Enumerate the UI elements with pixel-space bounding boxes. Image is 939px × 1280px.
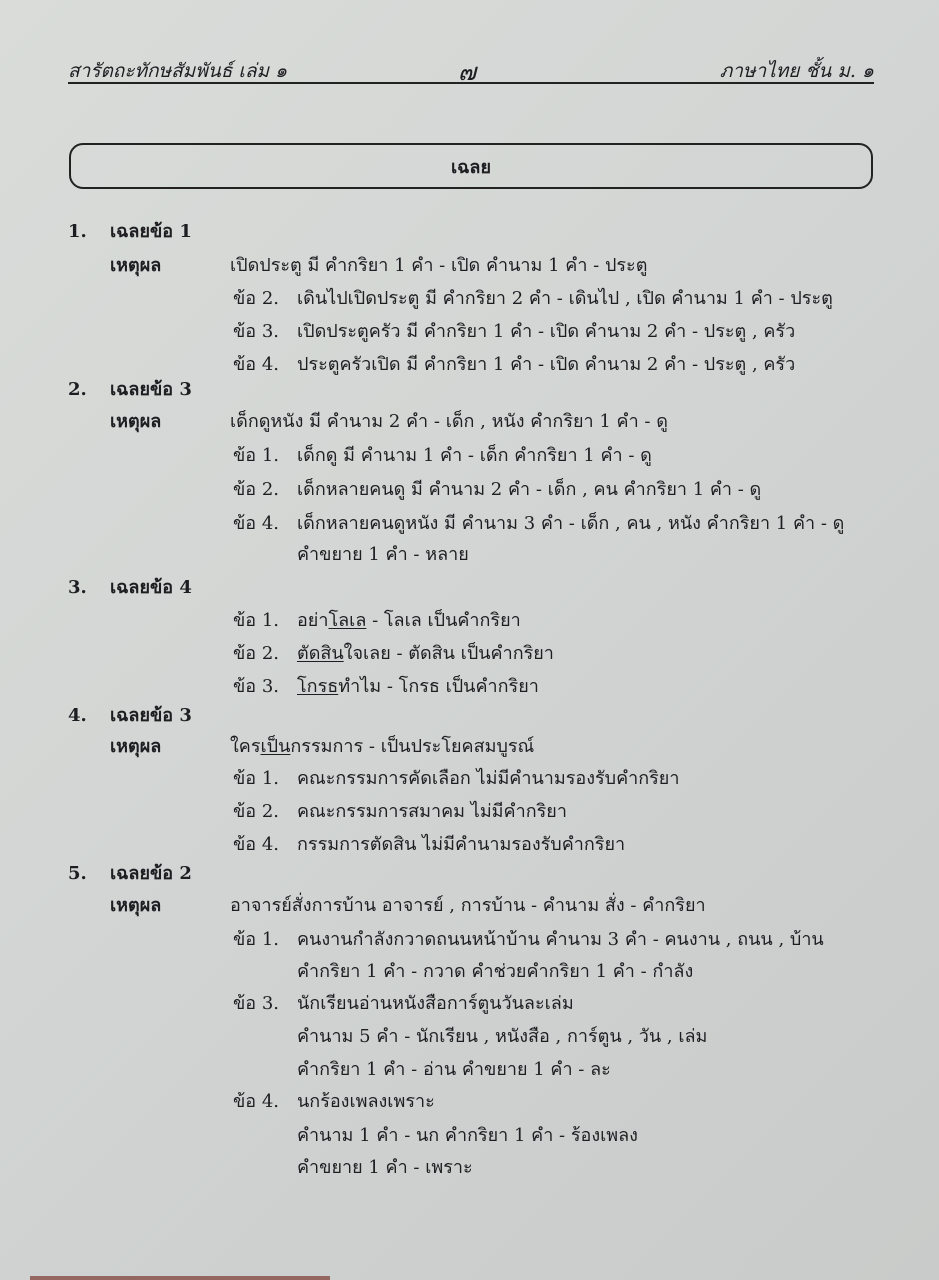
choice-continuation: คำนาม 5 คำ - นักเรียน , หนังสือ , การ์ตูน , วัน , เล่ม [297, 1026, 708, 1047]
choice-label: ข้อ 1. [233, 768, 280, 789]
choice-label: ข้อ 4. [233, 834, 280, 855]
choice-continuation: คำกริยา 1 คำ - กวาด คำช่วยคำกริยา 1 คำ - กำลัง [297, 961, 694, 982]
reason-text: เด็กดูหนัง มี คำนาม 2 คำ - เด็ก , หนัง คำกริยา 1 คำ - ดู [230, 411, 668, 432]
choice-label: ข้อ 2. [233, 288, 280, 309]
choice-label: ข้อ 2. [233, 801, 280, 822]
question-number: 2. [68, 379, 87, 400]
question-answer: เฉลยข้อ 1 [110, 221, 192, 242]
choice-text: เดินไปเปิดประตู มี คำกริยา 2 คำ - เดินไป , เปิด คำนาม 1 คำ - ประตู [297, 288, 833, 309]
choice-text: เปิดประตูครัว มี คำกริยา 1 คำ - เปิด คำนาม 2 คำ - ประตู , ครัว [297, 321, 796, 342]
choice-text: นักเรียนอ่านหนังสือการ์ตูนวันละเล่ม [297, 993, 574, 1014]
choice-text: โกรธทำไม - โกรธ เป็นคำกริยา [297, 676, 539, 697]
underlined-word: โกรธ [297, 676, 339, 697]
choice-continuation: คำนาม 1 คำ - นก คำกริยา 1 คำ - ร้องเพลง [297, 1125, 638, 1146]
question-answer: เฉลยข้อ 2 [110, 863, 192, 884]
underlined-word: ตัดสิน [297, 643, 344, 664]
reason-text: อาจารย์สั่งการบ้าน อาจารย์ , การบ้าน - คำนาม สั่ง - คำกริยา [230, 895, 706, 916]
question-answer: เฉลยข้อ 3 [110, 705, 192, 726]
reason-label: เหตุผล [110, 411, 162, 432]
choice-label: ข้อ 1. [233, 610, 280, 631]
question-number: 1. [68, 221, 87, 242]
choice-label: ข้อ 2. [233, 643, 280, 664]
page-number: ๗ [458, 58, 477, 86]
question-number: 4. [68, 705, 87, 726]
subject-grade: ภาษาไทย ชั้น ม. ๑ [719, 60, 874, 82]
choice-continuation: คำกริยา 1 คำ - อ่าน คำขยาย 1 คำ - ละ [297, 1059, 611, 1080]
answer-key-title: เฉลย [451, 156, 491, 178]
choice-text: กรรมการตัดสิน ไม่มีคำนามรองรับคำกริยา [297, 834, 626, 855]
book-title: สารัตถะทักษสัมพันธ์ เล่ม ๑ [68, 60, 288, 82]
question-number: 5. [68, 863, 87, 884]
choice-label: ข้อ 2. [233, 479, 280, 500]
choice-label: ข้อ 1. [233, 445, 280, 466]
choice-text: นกร้องเพลงเพราะ [297, 1091, 435, 1112]
reason-text: เปิดประตู มี คำกริยา 1 คำ - เปิด คำนาม 1 คำ - ประตู [230, 255, 648, 276]
reason-text: ใครเป็นกรรมการ - เป็นประโยคสมบูรณ์ [230, 736, 535, 757]
underlined-word: เป็น [260, 736, 291, 757]
page-header [68, 56, 874, 84]
choice-text: เด็กดู มี คำนาม 1 คำ - เด็ก คำกริยา 1 คำ - ดู [297, 445, 652, 466]
answer-key-title-box [69, 143, 873, 189]
underlined-word: โลเล [328, 610, 367, 631]
question-number: 3. [68, 577, 87, 598]
choice-continuation: คำขยาย 1 คำ - เพราะ [297, 1157, 473, 1178]
choice-label: ข้อ 3. [233, 321, 280, 342]
choice-label: ข้อ 4. [233, 354, 280, 375]
choice-text: เด็กหลายคนดู มี คำนาม 2 คำ - เด็ก , คน คำกริยา 1 คำ - ดู [297, 479, 762, 500]
page-edge-stain [30, 1276, 330, 1280]
choice-continuation: คำขยาย 1 คำ - หลาย [297, 544, 469, 565]
choice-label: ข้อ 3. [233, 993, 280, 1014]
choice-text: ประตูครัวเปิด มี คำกริยา 1 คำ - เปิด คำนาม 2 คำ - ประตู , ครัว [297, 354, 796, 375]
choice-text: ตัดสินใจเลย - ตัดสิน เป็นคำกริยา [297, 643, 554, 664]
reason-label: เหตุผล [110, 255, 162, 276]
choice-label: ข้อ 1. [233, 929, 280, 950]
choice-text: อย่าโลเล - โลเล เป็นคำกริยา [297, 610, 521, 631]
question-answer: เฉลยข้อ 3 [110, 379, 192, 400]
choice-text: เด็กหลายคนดูหนัง มี คำนาม 3 คำ - เด็ก , คน , หนัง คำกริยา 1 คำ - ดู [297, 513, 845, 534]
reason-label: เหตุผล [110, 736, 162, 757]
choice-text: คณะกรรมการสมาคม ไม่มีคำกริยา [297, 801, 567, 822]
choice-label: ข้อ 3. [233, 676, 280, 697]
choice-label: ข้อ 4. [233, 513, 280, 534]
choice-text: คณะกรรมการคัดเลือก ไม่มีคำนามรองรับคำกริยา [297, 768, 680, 789]
choice-label: ข้อ 4. [233, 1091, 280, 1112]
question-answer: เฉลยข้อ 4 [110, 577, 192, 598]
reason-label: เหตุผล [110, 895, 162, 916]
choice-text: คนงานกำลังกวาดถนนหน้าบ้าน คำนาม 3 คำ - คนงาน , ถนน , บ้าน [297, 929, 824, 950]
